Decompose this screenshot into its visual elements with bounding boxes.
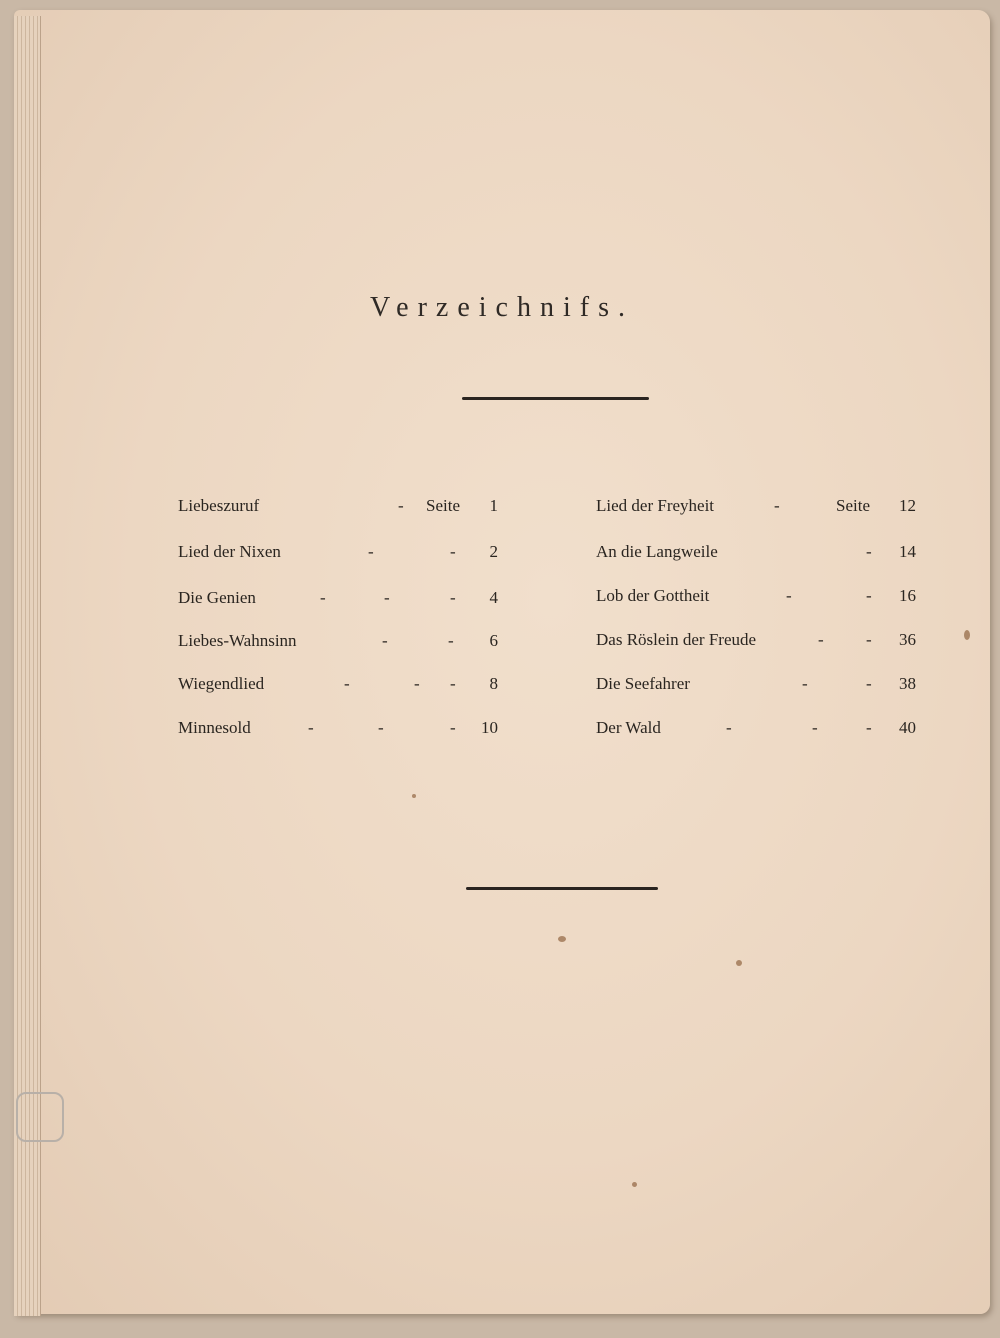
leader-dash: - (382, 631, 388, 650)
toc-entry-title: Minnesold (178, 718, 251, 737)
leader-dash: - (378, 718, 384, 737)
leader-dash: - (866, 630, 872, 649)
toc-entry (178, 588, 498, 618)
leader-dash: - (320, 588, 326, 607)
binding-clip (16, 1092, 64, 1142)
leader-dash: - (368, 542, 374, 561)
leader-dash: - (866, 542, 872, 561)
toc-entry-page: 36 (899, 630, 916, 649)
toc-entry-title: Die Genien (178, 588, 256, 607)
toc-entry-page: 6 (489, 631, 498, 650)
toc-entry-title: Liebeszuruf (178, 496, 260, 515)
toc-entry-title: Lied der Nixen (178, 542, 281, 561)
toc-entry (178, 718, 498, 748)
leader-dash: - (812, 718, 818, 737)
toc-entry-page: 12 (899, 496, 916, 515)
toc-entry-title: Der Wald (596, 718, 661, 737)
toc-entry-page: 38 (899, 674, 916, 693)
leader-dash: - (450, 588, 456, 607)
toc-entry-page: 14 (899, 542, 916, 561)
seite-label: Seite (426, 496, 460, 515)
leader-dash: - (866, 586, 872, 605)
toc-entry-page: 4 (489, 588, 498, 607)
toc-entry (178, 496, 498, 526)
toc-entry-title: Das Röslein der Freude (596, 630, 757, 649)
toc-entry (596, 674, 916, 704)
toc-entry-title: Wiegendlied (178, 674, 265, 693)
toc-entry-page: 16 (899, 586, 916, 605)
foxing-spot (736, 960, 742, 966)
seite-label: Seite (836, 496, 870, 515)
page-title: Verzeichnifs. (370, 292, 634, 323)
divider-top (462, 397, 649, 400)
toc-entry-page: 1 (489, 496, 498, 515)
toc-entry (596, 496, 916, 526)
toc-entry-title: Die Seefahrer (596, 674, 690, 693)
foxing-spot (412, 794, 416, 798)
toc-entry-page: 10 (481, 718, 498, 737)
foxing-spot (964, 630, 970, 640)
leader-dash: - (450, 674, 456, 693)
leader-dash: - (818, 630, 824, 649)
leader-dash: - (866, 718, 872, 737)
leader-dash: - (344, 674, 350, 693)
toc-entry-page: 40 (899, 718, 916, 737)
toc-entry (596, 586, 916, 616)
leader-dash: - (866, 674, 872, 693)
leader-dash: - (414, 674, 420, 693)
toc-entry-title: Lob der Gottheit (596, 586, 710, 605)
leader-dash: - (448, 631, 454, 650)
divider-bottom (466, 887, 658, 890)
leader-dash: - (786, 586, 792, 605)
toc-entry (596, 542, 916, 572)
toc-entry-page: 2 (489, 542, 498, 561)
toc-entry-title: Liebes-Wahnsinn (178, 631, 297, 650)
foxing-spot (558, 936, 566, 942)
toc-entry-title: An die Langweile (596, 542, 718, 561)
toc-entry (596, 630, 916, 660)
toc-entry-page: 8 (489, 674, 498, 693)
leader-dash: - (450, 542, 456, 561)
foxing-spot (632, 1182, 637, 1187)
toc-entry (178, 674, 498, 704)
leader-dash: - (802, 674, 808, 693)
leader-dash: - (308, 718, 314, 737)
toc-entry (596, 718, 916, 748)
leader-dash: - (726, 718, 732, 737)
leader-dash: - (398, 496, 404, 515)
leader-dash: - (450, 718, 456, 737)
leader-dash: - (384, 588, 390, 607)
toc-entry (178, 542, 498, 572)
toc-entry-title: Lied der Freyheit (596, 496, 715, 515)
book-page (14, 10, 990, 1314)
leader-dash: - (774, 496, 780, 515)
toc-entry (178, 631, 498, 661)
